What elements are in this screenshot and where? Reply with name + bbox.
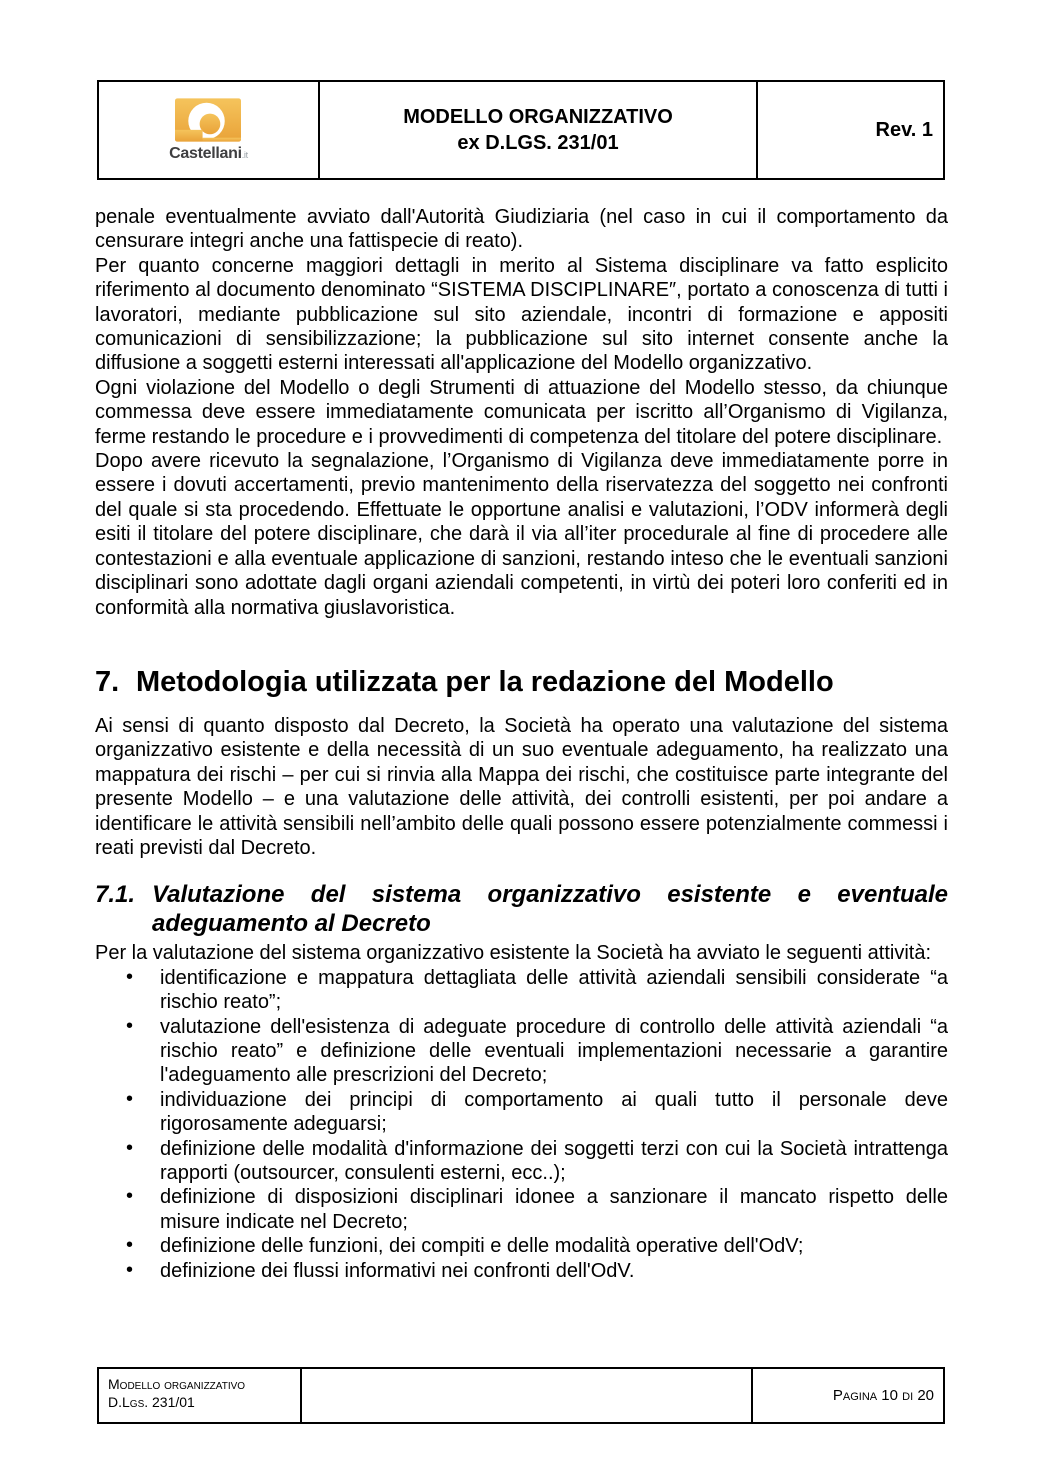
bullet-item bbox=[95, 966, 948, 1015]
header-title-cell bbox=[320, 82, 758, 178]
footer-empty-cell bbox=[302, 1369, 753, 1422]
footer-table bbox=[97, 1367, 945, 1424]
bullet-text: definizione delle modalità d'informazione dei soggetti terzi con cui la Società intrattenga rapporti (outsourcer, consulenti esterni, ecc..); bbox=[160, 1137, 948, 1184]
bullet-text: definizione dei flussi informativi nei confronti dell'OdV. bbox=[160, 1259, 635, 1282]
bullet-item bbox=[95, 1259, 948, 1283]
section-7-number: 7. bbox=[95, 665, 120, 698]
bullet-text: definizione delle funzioni, dei compiti e delle modalità operative dell'OdV; bbox=[160, 1235, 804, 1258]
bullet-icon: • bbox=[126, 1087, 134, 1110]
document-title-line1: MODELLO ORGANIZZATIVO bbox=[403, 106, 673, 128]
section-7-1-intro: Per la valutazione del sistema organizzativo esistente la Società ha avviato le seguenti attività: bbox=[95, 942, 932, 965]
body-paragraph: penale eventualmente avviato dall'Autorità Giudiziaria (nel caso in cui il comportamento da censurare integri anche una fattispecie di reato). bbox=[95, 206, 948, 253]
bullet-item bbox=[95, 1137, 948, 1186]
bullet-item bbox=[95, 1015, 948, 1088]
bullet-item bbox=[95, 1185, 948, 1234]
footer-doc-ref: D.Lgs. 231/01 bbox=[108, 1394, 195, 1410]
bullet-icon: • bbox=[126, 1014, 134, 1037]
section-7-heading bbox=[95, 665, 948, 699]
bullet-item bbox=[95, 1234, 948, 1258]
footer-page-label: Pagina 10 di 20 bbox=[832, 1387, 934, 1404]
logo-suffix-text: .it bbox=[241, 149, 248, 160]
bullet-icon: • bbox=[126, 1185, 134, 1208]
section-7-paragraph: Ai sensi di quanto disposto dal Decreto, la Società ha operato una valutazione del sistema organizzativo esistente e della necessità di un suo eventuale adeguamento, ha realizzato una mappatura dei rischi – per cui si rinvia alla Mappa dei rischi, che costituisce parte integrante del presente Modello – e una valutazione delle attività, dei controlli esistenti, per poi andare a identificare le attività sensibili nell’ambito delle quali possono essere potenzialmente commessi i reati previsti dal Decreto. bbox=[95, 714, 948, 859]
section-7-1-number: 7.1. bbox=[95, 881, 136, 909]
footer-doc-title: Modello organizzativo bbox=[108, 1376, 246, 1392]
body-paragraph: Per quanto concerne maggiori dettagli in merito al Sistema disciplinare va fatto esplicito riferimento al documento denominato “SISTEMA DISCIPLINARE″, portato a conoscenza di tutti i lavoratori, mediante pubblicazione sul sito aziendale, incontri di formazione e appositi comunicazioni di sensibilizzazione; la pubblicazione sul sito internet consente anche la diffusione a soggetti esterni interessati all'applicazione del Modello organizzativo. bbox=[95, 254, 948, 375]
section-7-title: Metodologia utilizzata per la redazione del Modello bbox=[136, 665, 834, 698]
bullet-text: individuazione dei principi di comportamento ai quali tutto il personale deve rigorosamente adeguarsi; bbox=[160, 1088, 948, 1136]
document-title-line2: ex D.LGS. 231/01 bbox=[457, 132, 619, 154]
bullet-text: definizione di disposizioni disciplinari idonee a sanzionare il mancato rispetto delle misure indicate nel Decreto; bbox=[160, 1186, 948, 1233]
footer-doc-info-cell bbox=[99, 1369, 302, 1422]
document-body bbox=[95, 205, 948, 1283]
revision-label: Rev. 1 bbox=[875, 118, 933, 141]
bullet-text: valutazione dell'esistenza di adeguate procedure di controllo delle attività aziendali “a rischio reato” e definizione delle eventuali implementazioni necessarie a garantire l'adeguamento alle prescrizioni del Decreto; bbox=[160, 1015, 948, 1087]
bullet-text: identificazione e mappatura dettagliata delle attività aziendali sensibili considerate “a rischio reato”; bbox=[160, 966, 948, 1014]
header-revision-cell bbox=[758, 82, 943, 178]
section-7-1-heading bbox=[95, 880, 948, 938]
bullet-icon: • bbox=[126, 1258, 134, 1281]
bullet-icon: • bbox=[126, 1136, 134, 1159]
castellani-logo bbox=[169, 98, 248, 163]
bullet-item bbox=[95, 1088, 948, 1137]
header-table bbox=[97, 80, 945, 180]
bullet-icon: • bbox=[126, 1234, 134, 1257]
body-paragraph: Dopo avere ricevuto la segnalazione, l’Organismo di Vigilanza deve immediatamente porre in essere i dovuti accertamenti, previo mantenimento della riservatezza del soggetto nei confronti del quale si sta procedendo. Effettuate le opportune analisi e valutazioni, l’ODV informerà degli esiti il titolare del potere disciplinare, che darà il via all’iter procedurale al fine di procedere alle contestazioni e alla eventuale applicazione di sanzioni, restando inteso che le eventuali sanzioni disciplinari sono adottate dagli organi aziendali competenti, in virtù dei poteri loro conferiti ed in conformità alla normativa giuslavoristica. bbox=[95, 450, 948, 619]
body-paragraph: Ogni violazione del Modello o degli Strumenti di attuazione del Modello stesso, da chiunque commessa deve essere immediatamente comunicata per iscritto all’Organismo di Vigilanza, ferme restando le procedure e i provvedimenti di competenza del titolare del potere disciplinare. bbox=[95, 376, 948, 448]
logo-brand-text: Castellani.it bbox=[169, 144, 248, 162]
castellani-logo-icon bbox=[175, 98, 241, 142]
activities-bullet-list bbox=[95, 966, 948, 1283]
header-logo-cell bbox=[99, 82, 320, 178]
section-7-1-title: Valutazione del sistema organizzativo esistente e eventuale adeguamento al Decreto bbox=[152, 881, 948, 938]
bullet-icon: • bbox=[126, 965, 134, 988]
footer-page-cell bbox=[753, 1369, 943, 1422]
